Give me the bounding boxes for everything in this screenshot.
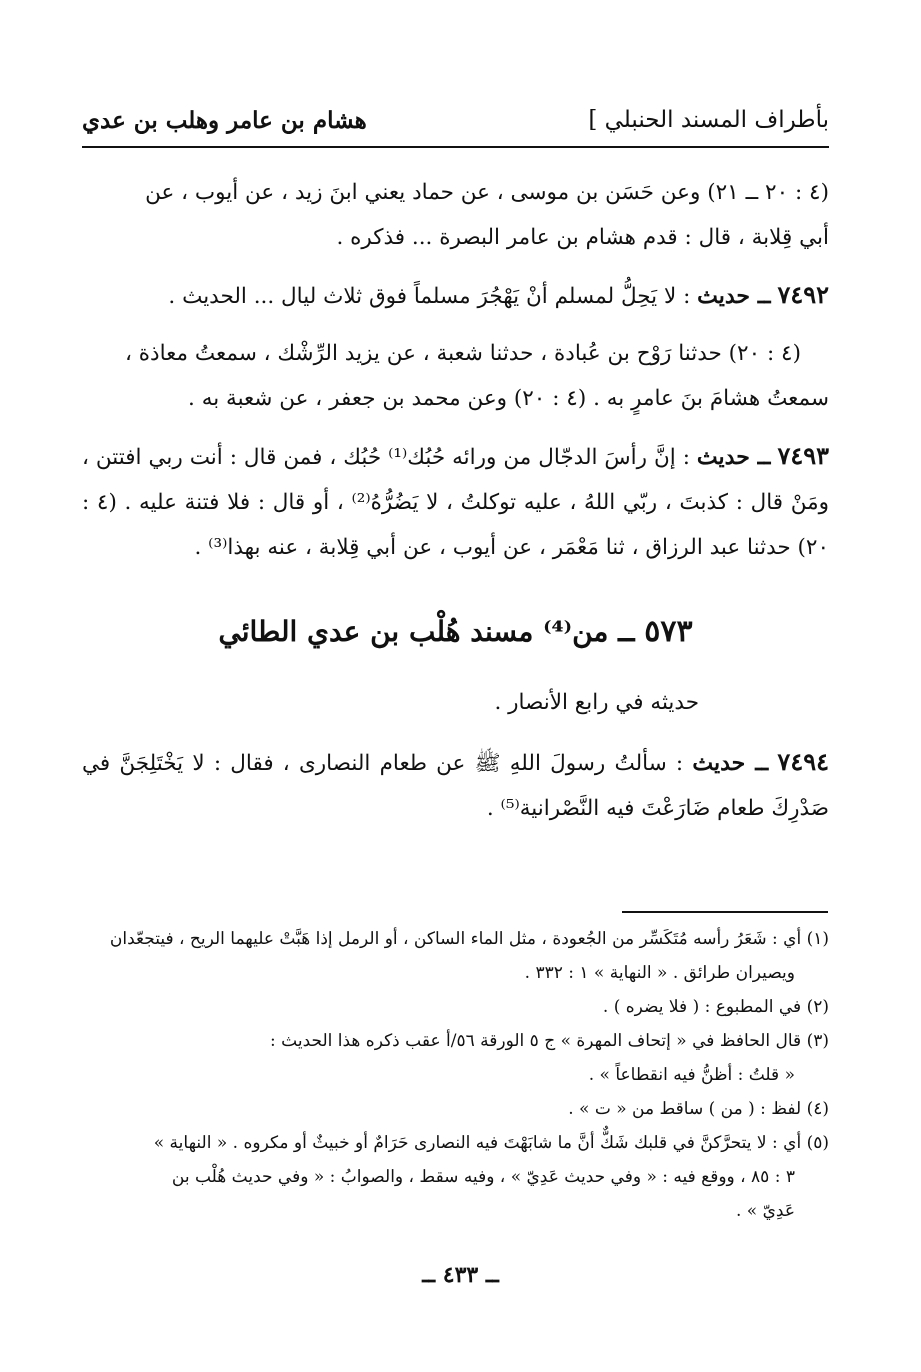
hadith-7492 bbox=[82, 272, 829, 319]
footnote-3-line-1: (٣) قال الحافظ في « إتحاف المهرة » ج ٥ الورقة ٥٦/أ عقب ذكره هذا الحديث : bbox=[270, 1031, 829, 1051]
hadith-number: ٧٤٩٣ bbox=[777, 441, 829, 470]
footnote-rule bbox=[622, 911, 828, 913]
hadith-number: ٧٤٩٤ bbox=[777, 747, 829, 776]
hadith-text: : لا يَحِلُّ لمسلم أنْ يَهْجُرَ مسلماً فوق ثلاث ليال ... الحديث . bbox=[168, 284, 691, 309]
hadith-number: ٧٤٩٢ bbox=[777, 280, 829, 309]
footnote-1-line-2: ويصيران طرائق . « النهاية » ١ : ٣٣٢ . bbox=[524, 963, 795, 983]
section-number: ٥٧٣ bbox=[644, 614, 693, 649]
section-title-text: ــ من⁽⁴⁾ مسند هُلْب بن عدي الطائي bbox=[218, 615, 635, 648]
hadith-text: : سألتُ رسولَ اللهِ ﷺ عن طعام النصارى ، فقال : لا يَخْتَلِجَنَّ في صَدْرِكَ طعام ضَارَعْتَ فيه النَّصْرانية⁽⁵⁾ . bbox=[82, 751, 829, 821]
header-rule bbox=[82, 146, 829, 148]
hadith-7493 bbox=[82, 433, 829, 570]
footnote-5-line-2: ٣ : ٨٥ ، ووقع فيه : « وفي حديث عَدِيّ » ، وفيه سقط ، والصوابُ : « وفي حديث هُلْب بن bbox=[171, 1167, 795, 1187]
hadith-7494 bbox=[82, 739, 829, 831]
footnotes bbox=[82, 922, 829, 1228]
hadith-label: ــ حديث bbox=[697, 283, 771, 309]
footnote-5-line-3: عَدِيّ » . bbox=[736, 1201, 795, 1221]
section-subtitle: حديثه في رابع الأنصار . bbox=[494, 690, 699, 715]
hadith-label: ــ حديث bbox=[692, 750, 769, 776]
running-header bbox=[82, 100, 829, 140]
footnote-2: (٢) في المطبوع : ( فلا يضره ) . bbox=[602, 997, 829, 1017]
hadith-label: ــ حديث bbox=[696, 444, 771, 470]
footnote-3-line-2: « قلتُ : أظنُّ فيه انقطاعاً » . bbox=[588, 1065, 795, 1085]
section-heading bbox=[82, 610, 829, 654]
hadith-text: : إنَّ رأسَ الدجّال من ورائه حُبُك⁽¹⁾ حُبُك ، فمن قال : أنت ربي افتتن ، ومَنْ قال : كذبتَ ، ربّي اللهُ ، عليه توكلتُ ، لا يَضُرُّهُ⁽²⁾ ، أو قال : فلا فتنة عليه . (٤ : ٢٠) حدثنا عبد الرزاق ، ثنا مَعْمَر ، عن أيوب ، عن أبي قِلابة ، عنه بهذا⁽³⁾ . bbox=[82, 445, 829, 560]
isnad-7492-line-2: سمعتُ هشامَ بنَ عامرٍ به . (٤ : ٢٠) وعن محمد بن جعفر ، عن شعبة به . bbox=[188, 386, 829, 411]
intro-line-2: أبي قِلابة ، قال : قدم هشام بن عامر البصرة ... فذكره . bbox=[336, 225, 829, 250]
isnad-7492-line-1: (٤ : ٢٠) حدثنا رَوْح بن عُبادة ، حدثنا شعبة ، عن يزيد الرِّشْك ، سمعتُ معاذة ، bbox=[125, 341, 801, 366]
header-book-title: بأطراف المسند الحنبلي ] bbox=[588, 107, 829, 133]
footnote-1-line-1: (١) أي : شَعَرُ رأسه مُتَكَسِّر من الجُعودة ، مثل الماء الساكن ، أو الرمل إذا هَبَّتْ عليهما الريح ، فيتجعّدان bbox=[109, 929, 829, 949]
footnote-4: (٤) لفظ : ( من ) ساقط من « ت » . bbox=[568, 1099, 829, 1119]
page-number: ــ ٤٣٣ ــ bbox=[422, 1262, 499, 1288]
intro-line-1: (٤ : ٢٠ ــ ٢١) وعن حَسَن بن موسى ، عن حماد يعني ابنَ زيد ، عن أيوب ، عن bbox=[145, 180, 829, 205]
header-section-title: هشام بن عامر وهلب بن عدي bbox=[82, 106, 367, 134]
footnote-5-line-1: (٥) أي : لا يتحرَّكنَّ في قلبك شَكٌّ أنَّ ما شابَهْتَ فيه النصارى حَرَامٌ أو خبيثٌ أو مكروه . « النهاية » bbox=[153, 1133, 829, 1153]
main-text bbox=[82, 170, 829, 843]
